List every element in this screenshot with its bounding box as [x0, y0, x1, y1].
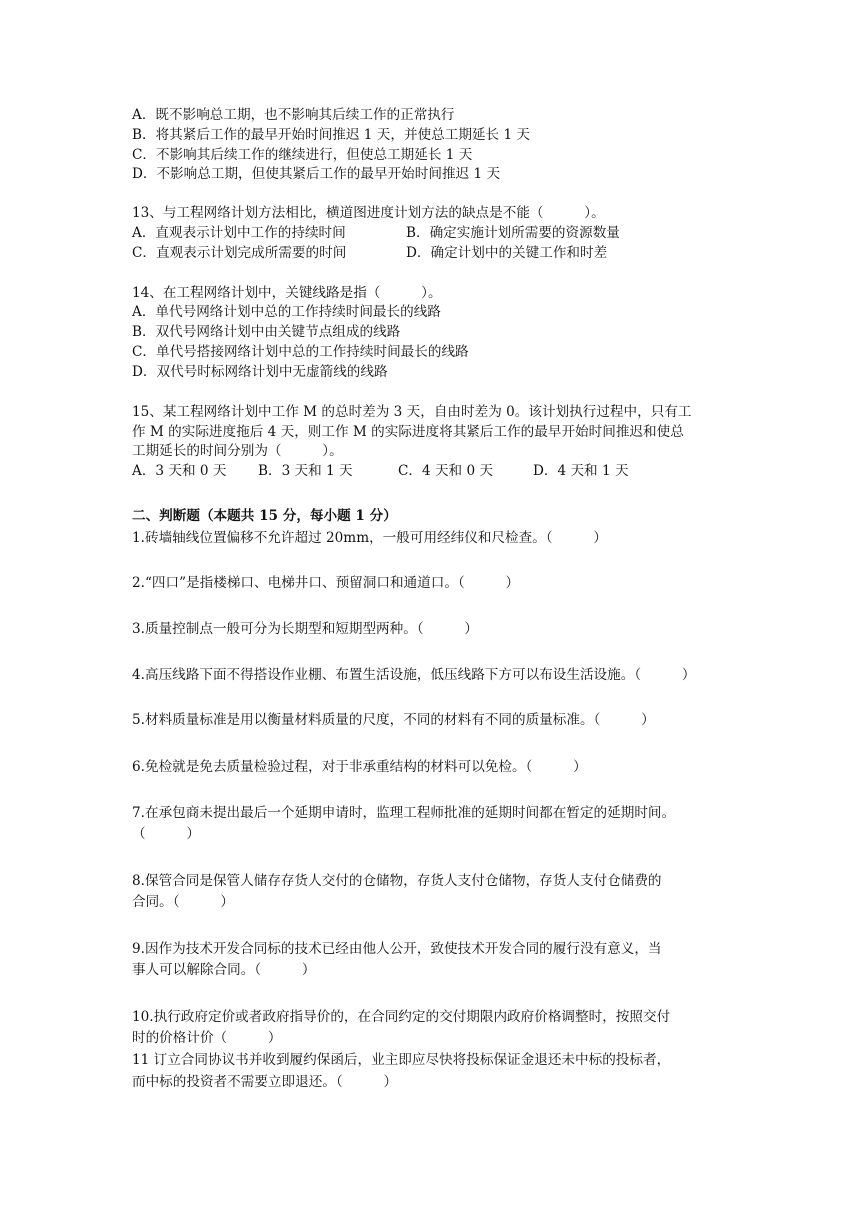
- q12-option-c: C．不影响其后续工作的继续进行，但使总工期延长 1 天: [132, 147, 473, 163]
- q13-option-a: A．直观表示计划中工作的持续时间: [132, 225, 346, 241]
- q15-stem-line-3: 工期延长的时间分别为（ ）。: [132, 443, 343, 459]
- tf-question-11-line-1: 11 订立合同协议书并收到履约保函后，业主即应尽快将投标保证金退还未中标的投标者，: [132, 1052, 671, 1068]
- q13-option-d: D．确定计划中的关键工作和时差: [406, 245, 608, 261]
- q14-stem: 14、在工程网络计划中，关键线路是指（ ）。: [132, 285, 442, 301]
- tf-question-1: 1.砖墙轴线位置偏移不允许超过 20mm，一般可用经纬仪和尺检查。（ ）: [132, 530, 607, 546]
- q14-option-a: A．单代号网络计划中总的工作持续时间最长的线路: [132, 304, 441, 320]
- q15-options-row: [132, 461, 742, 481]
- q14-option-d: D．双代号时标网络计划中无虚箭线的线路: [132, 364, 388, 380]
- q15-stem-line-1: 15、某工程网络计划中工作 M 的总时差为 3 天，自由时差为 0。该计划执行过程中，只有工: [132, 404, 692, 420]
- q13-stem: 13、与工程网络计划方法相比，横道图进度计划方法的缺点是不能（ ）。: [132, 205, 605, 221]
- q14-option-b: B．双代号网络计划中由关键节点组成的线路: [132, 324, 401, 340]
- tf-question-7-line-1: 7.在承包商未提出最后一个延期申请时，监理工程师批准的延期时间都在暂定的延期时间。: [132, 805, 676, 821]
- tf-question-11-line-2: 而中标的投资者不需要立即退还。（ ）: [132, 1074, 398, 1090]
- q13-options-row-1: [132, 223, 742, 243]
- q13-options-row-2: [132, 243, 742, 263]
- tf-question-6: 6.免检就是免去质量检验过程，对于非承重结构的材料可以免检。（ ）: [132, 759, 587, 775]
- tf-question-10-line-2: 时的价格计价（ ）: [132, 1030, 282, 1046]
- q12-option-d: D．不影响总工期，但使其紧后工作的最早开始时间推迟 1 天: [132, 166, 501, 182]
- q15-option-a: A．3 天和 0 天: [132, 463, 227, 479]
- q14-option-c: C．单代号搭接网络计划中总的工作持续时间最长的线路: [132, 344, 469, 360]
- tf-question-7-line-2: （ ）: [132, 826, 200, 842]
- section-2-title: 二、判断题（本题共 15 分，每小题 1 分）: [132, 508, 397, 524]
- q15-stem-line-2: 作 M 的实际进度拖后 4 天，则工作 M 的实际进度将其紧后工作的最早开始时间推迟和使总: [132, 424, 684, 440]
- q13-option-c: C．直观表示计划完成所需要的时间: [132, 245, 347, 261]
- tf-question-10-line-1: 10.执行政府定价或者政府指导价的，在合同约定的交付期限内政府价格调整时，按照交付: [132, 1009, 671, 1025]
- tf-question-9-line-2: 事人可以解除合同。（ ）: [132, 962, 316, 978]
- tf-question-8-line-1: 8.保管合同是保管人储存存货人交付的仓储物，存货人支付仓储物，存货人支付仓储费的: [132, 873, 662, 889]
- q13-option-b: B．确定实施计划所需要的资源数量: [406, 225, 620, 241]
- q12-option-a: A．既不影响总工期，也不影响其后续工作的正常执行: [132, 107, 455, 123]
- q12-option-b: B．将其紧后工作的最早开始时间推迟 1 天，并使总工期延长 1 天: [132, 127, 531, 143]
- tf-question-8-line-2: 合同。（ ）: [132, 894, 234, 910]
- q15-option-d: D．4 天和 1 天: [533, 463, 629, 479]
- q15-option-b: B．3 天和 1 天: [258, 463, 353, 479]
- tf-question-5: 5.材料质量标准是用以衡量材料质量的尺度，不同的材料有不同的质量标准。（ ）: [132, 712, 655, 728]
- tf-question-9-line-1: 9.因作为技术开发合同标的技术已经由他人公开，致使技术开发合同的履行没有意义，当: [132, 941, 662, 957]
- tf-question-4: 4.高压线路下面不得搭设作业棚、布置生活设施，低压线路下方可以布设生活设施。（ ）: [132, 667, 696, 683]
- q15-option-c: C．4 天和 0 天: [398, 463, 494, 479]
- tf-question-3: 3.质量控制点一般可分为长期型和短期型两种。（ ）: [132, 621, 479, 637]
- tf-question-2: 2.“四口”是指楼梯口、电梯井口、预留洞口和通道口。（ ）: [132, 575, 520, 591]
